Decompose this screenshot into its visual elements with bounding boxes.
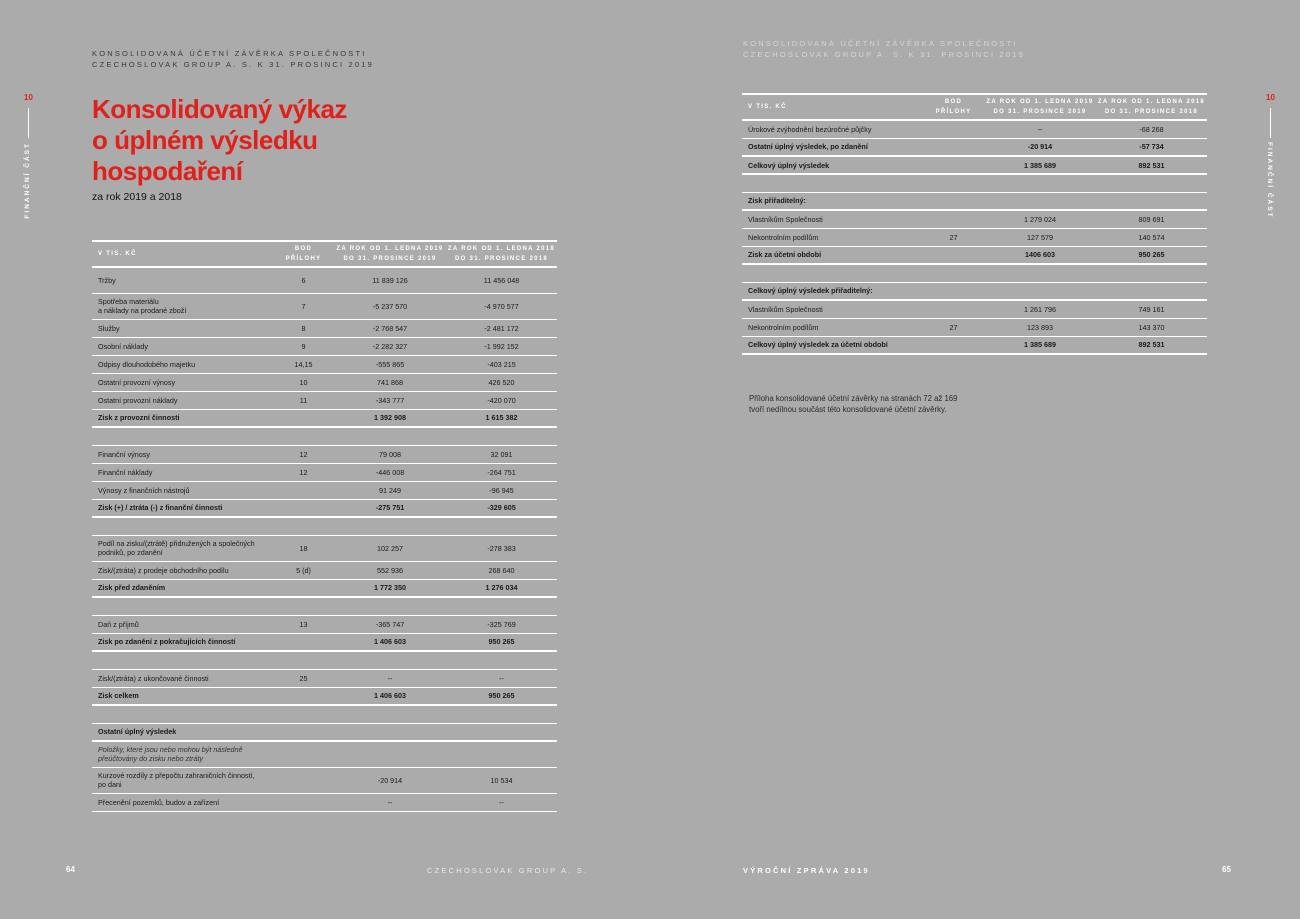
table-row: Zisk/(ztráta) z prodeje obchodního podílu 5 (d) 552 936 268 640: [92, 561, 557, 579]
section-divider: [1270, 108, 1271, 138]
table-row: Tržby 6 11 839 126 11 456 048: [92, 267, 557, 293]
footnote-line: Příloha konsolidované účetní závěrky na stranách 72 až 169: [749, 394, 958, 403]
table-header-row: [92, 241, 557, 267]
title-line: hospodaření: [92, 156, 243, 186]
table-section-heading: Celkový úplný výsledek přiřaditelný:: [742, 282, 1207, 300]
footer-text: VÝROČNÍ ZPRÁVA 2019: [743, 866, 870, 875]
section-label: FINANČNÍ ČÁST: [1266, 142, 1273, 219]
table-spacer: [92, 651, 557, 669]
table-row: Spotřeba materiálu a náklady na prodané zboží 7 -5 237 570 -4 970 577: [92, 293, 557, 319]
table-row: Kurzové rozdíly z přepočtu zahraničních činností, po dani -20 914 10 534: [92, 767, 557, 793]
table-row-total: Ostatní úplný výsledek, po zdanění -20 914 -57 734: [742, 138, 1207, 156]
table-spacer: [742, 174, 1207, 192]
header-line: CZECHOSLOVAK GROUP A. S. K 31. PROSINCI 2019: [743, 50, 1026, 59]
table-row-total: Celkový úplný výsledek 1 385 689 892 531: [742, 156, 1207, 174]
section-label: FINANČNÍ ČÁST: [24, 142, 31, 219]
table-row: Finanční výnosy 12 79 008 32 091: [92, 445, 557, 463]
table-row-total: Zisk (+) / ztráta (-) z finanční činnosti -275 751 -329 605: [92, 499, 557, 517]
income-statement-table: [92, 240, 557, 812]
table-row: Zisk/(ztráta) z ukončované činnosti 25 -- --: [92, 669, 557, 687]
section-number: 10: [1266, 93, 1275, 102]
table-row: Výnosy z finančních nástrojů 91 249 -96 945: [92, 481, 557, 499]
table-row: Daň z příjmů 13 -365 747 -325 769: [92, 615, 557, 633]
page-number: 65: [1222, 865, 1231, 874]
col-header-2019: ZA ROK OD 1. LEDNA 2019 DO 31. PROSINCE 2019: [986, 99, 1094, 115]
table-row: Nekontrolním podílům 27 127 579 140 574: [742, 228, 1207, 246]
table-row: Finanční náklady 12 -446 008 -264 751: [92, 463, 557, 481]
table-spacer: [742, 264, 1207, 282]
header-line: CZECHOSLOVAK GROUP A. S. K 31. PROSINCI 2019: [92, 60, 375, 69]
footer-text: CZECHOSLOVAK GROUP A. S.: [427, 866, 589, 875]
table-spacer: [92, 427, 557, 445]
table-row: Úrokové zvýhodnění bezúročné půjčky -- -68 268: [742, 120, 1207, 138]
table-row-total: Celkový úplný výsledek za účetní období 1 385 689 892 531: [742, 336, 1207, 354]
page-header: [92, 48, 374, 70]
table-spacer: [92, 597, 557, 615]
table-section-heading: Zisk přiřaditelný:: [742, 192, 1207, 210]
table-header-row: [742, 94, 1207, 120]
page-title: [92, 94, 347, 187]
col-header-2018: ZA ROK OD 1. LEDNA 2018 DO 31. PROSINCE 2018: [447, 246, 556, 262]
table-row: Ostatní provozní výnosy 10 741 868 426 520: [92, 373, 557, 391]
table-row: Vlastníkům Společnosti 1 279 024 809 691: [742, 210, 1207, 228]
table-row-total: Zisk za účetní období 1406 603 950 265: [742, 246, 1207, 264]
table-row-total: Zisk před zdaněním 1 772 350 1 276 034: [92, 579, 557, 597]
table-row-subheading: Položky, které jsou nebo mohou být následně přeúčtovány do zisku nebo ztráty: [92, 741, 557, 767]
footnote-line: tvoří nedílnou součást této konsolidované účetní závěrky.: [749, 405, 947, 414]
table-section-heading: Ostatní úplný výsledek: [92, 723, 557, 741]
table-row: Přecenění pozemků, budov a zařízení -- --: [92, 793, 557, 811]
table-row: Služby 8 -2 768 547 -2 481 172: [92, 319, 557, 337]
col-header-label: V TIS. KČ: [748, 104, 787, 110]
col-header-2019: ZA ROK OD 1. LEDNA 2019 DO 31. PROSINCE 2019: [336, 246, 444, 262]
table-spacer: [92, 517, 557, 535]
table-row: Ostatní provozní náklady 11 -343 777 -420 070: [92, 391, 557, 409]
table-row: Nekontrolním podílům 27 123 893 143 370: [742, 318, 1207, 336]
table-spacer: [92, 705, 557, 723]
table-row: Osobní náklady 9 -2 282 327 -1 992 152: [92, 337, 557, 355]
page-subtitle: za rok 2019 a 2018: [92, 191, 182, 203]
table-row: Odpisy dlouhodobého majetku 14,15 -555 865 -403 215: [92, 355, 557, 373]
col-header-note: BOD PŘÍLOHY: [935, 99, 972, 115]
section-number: 10: [24, 93, 33, 102]
table-row-total: Zisk z provozní činnosti 1 392 908 1 615 382: [92, 409, 557, 427]
page-number: 64: [66, 865, 75, 874]
col-header-label: V TIS. KČ: [98, 251, 137, 257]
title-line: o úplném výsledku: [92, 125, 318, 155]
header-line: KONSOLIDOVANÁ ÚČETNÍ ZÁVĚRKA SPOLEČNOSTI: [92, 49, 367, 58]
title-line: Konsolidovaný výkaz: [92, 94, 347, 124]
col-header-note: BOD PŘÍLOHY: [285, 246, 322, 262]
section-divider: [28, 108, 29, 138]
income-statement-table-continued: [742, 93, 1207, 355]
table-row: Podíl na zisku/(ztrátě) přidružených a společných podniků, po zdanění 18 102 257 -278 383: [92, 535, 557, 561]
table-row-total: Zisk celkem 1 406 603 950 265: [92, 687, 557, 705]
table-row-total: Zisk po zdanění z pokračujících činností 1 406 603 950 265: [92, 633, 557, 651]
col-header-2018: ZA ROK OD 1. LEDNA 2018 DO 31. PROSINCE 2018: [1097, 99, 1206, 115]
header-line: KONSOLIDOVANÁ ÚČETNÍ ZÁVĚRKA SPOLEČNOSTI: [743, 39, 1018, 48]
page-header: [743, 38, 1025, 60]
footnote: [749, 393, 957, 415]
table-row: Vlastníkům Společnosti 1 261 796 749 161: [742, 300, 1207, 318]
